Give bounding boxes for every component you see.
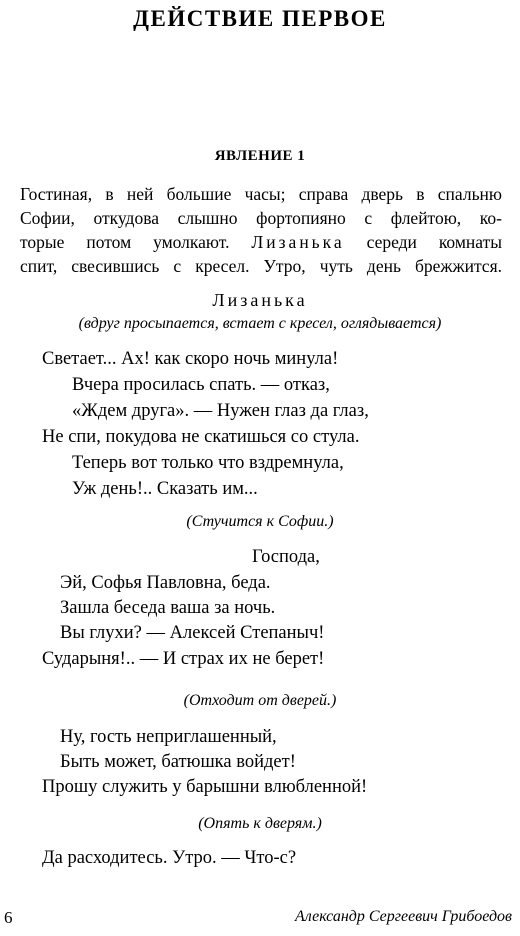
- verse-line: Прошу служить у барышни влюбленной!: [42, 777, 368, 797]
- verse-line: Теперь вот только что вздремнула,: [72, 453, 344, 473]
- verse-line: Светает... Ах! как скоро ночь минула!: [42, 349, 339, 369]
- stage-remark: (Отходит от дверей.): [183, 692, 337, 709]
- stage-remark: (Опять к дверям.): [198, 815, 322, 832]
- stage-remark: (Стучится к Софии.): [186, 513, 334, 530]
- verse-line: Сударыня!.. — И страх их не берет!: [42, 649, 325, 669]
- verse-line: Быть может, батюшка войдет!: [60, 752, 296, 772]
- running-footer-author: Александр Сергеевич Грибоедов: [295, 908, 512, 925]
- page-number: 6: [4, 908, 13, 927]
- character-name: Лизанька: [251, 232, 345, 252]
- stage-remark: (вдруг просыпается, встает с кресел, оглядывается): [78, 315, 442, 332]
- verse-line: Уж день!.. Сказать им...: [72, 479, 258, 499]
- verse-line: Господа,: [252, 547, 320, 567]
- stage-direction: [20, 182, 502, 278]
- verse-line: Зашла беседа ваша за ночь.: [60, 598, 276, 618]
- stage-direction-line: Гостиная, в ней большие часы; справа дверь в спальню: [20, 184, 502, 204]
- scene-title: ЯВЛЕНИЕ 1: [214, 148, 306, 164]
- stage-direction-line: [20, 230, 502, 254]
- verse-line: Ну, гость неприглашенный,: [60, 727, 277, 747]
- verse-line: Вчера просилась спать. — отказ,: [72, 375, 330, 395]
- verse-line: Да расходитесь. Утро. — Что-с?: [42, 848, 297, 868]
- verse-line: Не спи, покудова не скатишься со стула.: [42, 427, 360, 447]
- stage-direction-text: середи комнаты: [366, 232, 503, 252]
- verse-line: Эй, Софья Павловна, беда.: [60, 573, 271, 593]
- speaker-name: Лизанька: [212, 290, 308, 310]
- stage-direction-line: Софии, откудова слышно фортопияно с флейтою, ко-: [20, 208, 502, 228]
- act-title: ДЕЙСТВИЕ ПЕРВОЕ: [133, 6, 387, 31]
- verse-line: «Ждем друга». — Нужен глаз да глаз,: [72, 401, 369, 421]
- stage-direction-text: торые потом умолкают.: [20, 232, 230, 252]
- verse-line: Вы глухи? — Алексей Степаныч!: [60, 623, 325, 643]
- stage-direction-line: спит, свесившись с кресел. Утро, чуть день брежжится.: [20, 256, 502, 276]
